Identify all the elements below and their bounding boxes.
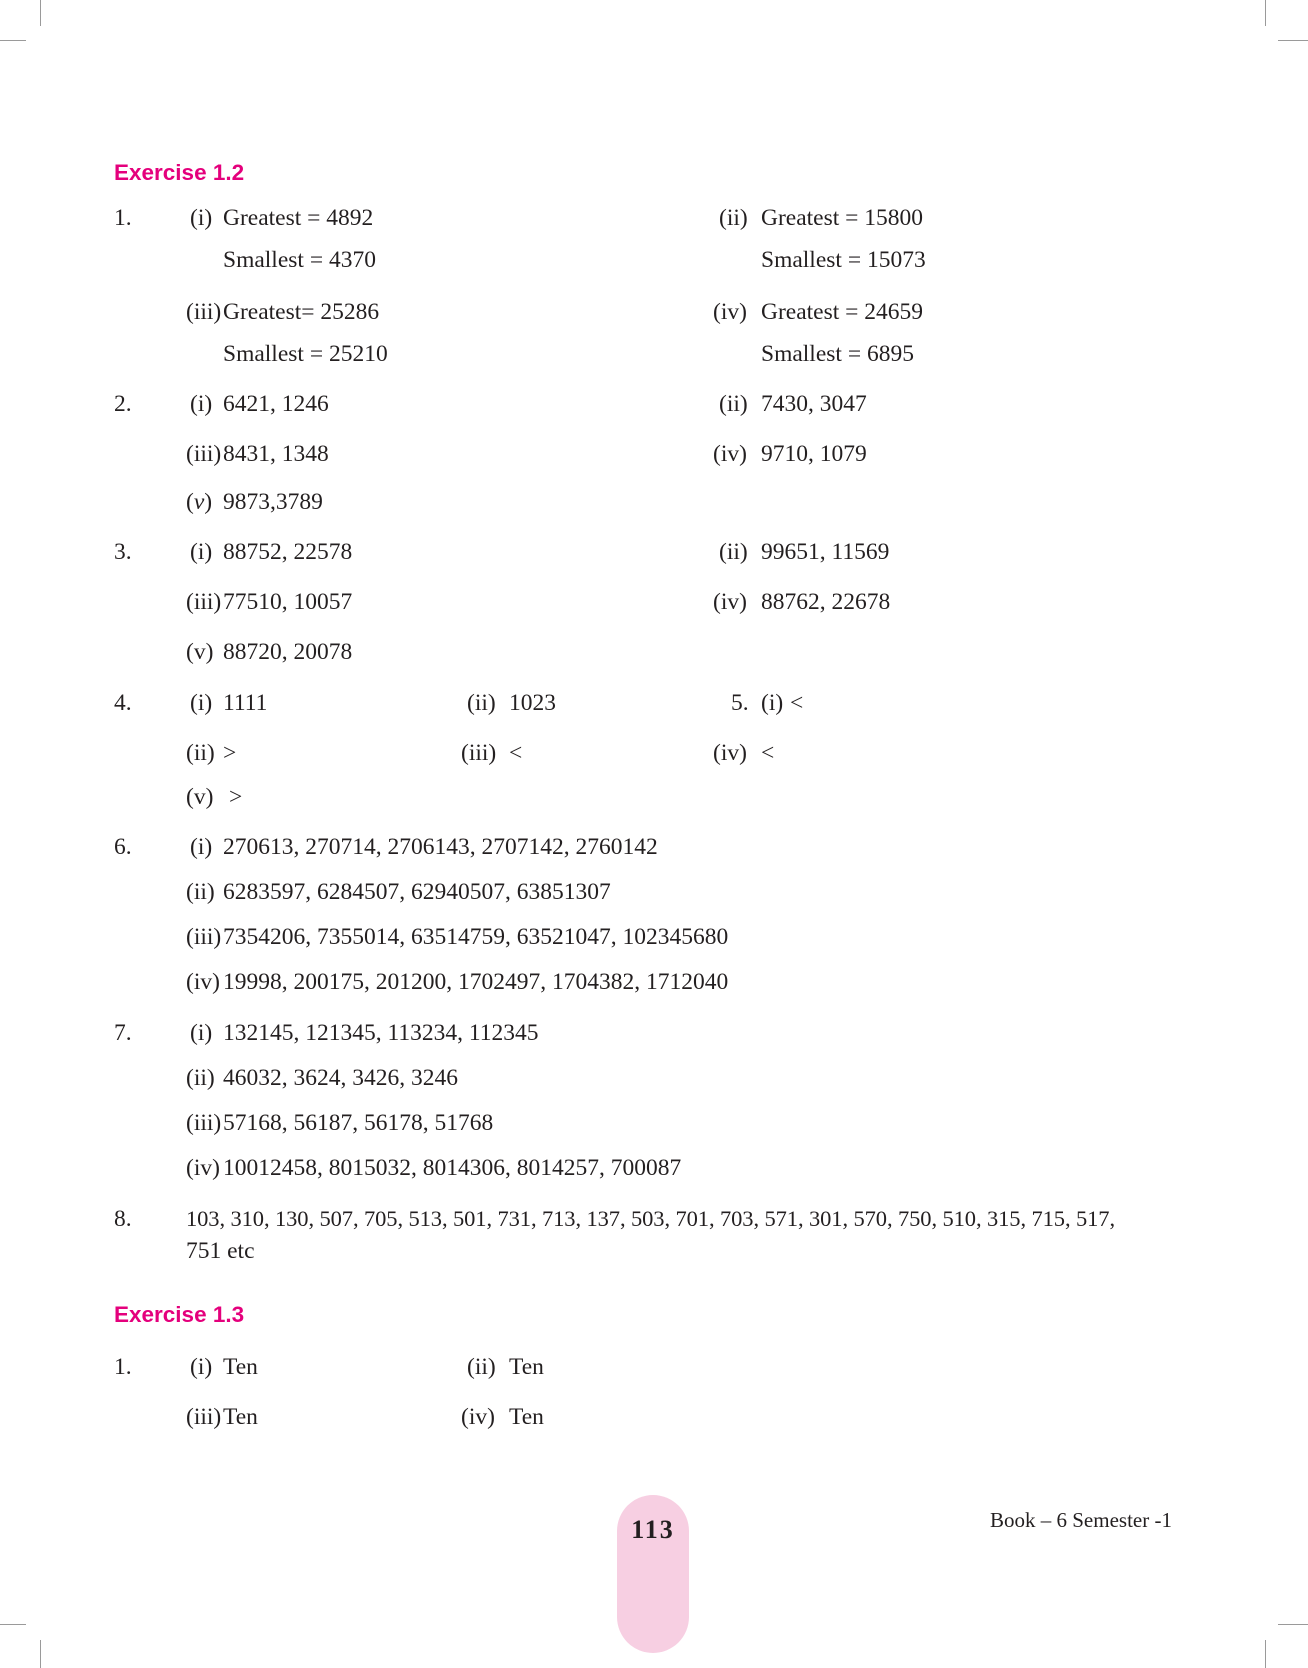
answer-text: Ten xyxy=(223,1404,258,1430)
item-label: (iv) xyxy=(461,1404,495,1430)
answer-text: 46032, 3624, 3426, 3246 xyxy=(223,1065,458,1091)
item-label: (iii) xyxy=(186,924,222,950)
crop-mark xyxy=(1265,1640,1266,1668)
crop-mark xyxy=(1278,40,1308,41)
question-number: 3. xyxy=(114,539,132,565)
answer-text: 19998, 200175, 201200, 1702497, 1704382, 1712040 xyxy=(223,969,729,995)
crop-mark xyxy=(1278,1624,1308,1625)
answer-text: 1023 xyxy=(509,690,556,716)
answer-text: > xyxy=(229,784,243,810)
item-label: (ii) xyxy=(186,879,215,905)
answer-text: 99651, 11569 xyxy=(761,539,890,565)
answer-text: Smallest = 15073 xyxy=(761,247,926,273)
answer-text: < xyxy=(509,740,523,766)
page-number: 113 xyxy=(631,1515,675,1544)
answer-text: 132145, 121345, 113234, 112345 xyxy=(223,1020,539,1046)
question-number: 8. xyxy=(114,1206,132,1232)
item-label: (i) xyxy=(190,1020,213,1046)
answer-text: 77510, 10057 xyxy=(223,589,353,615)
answer-text: 270613, 270714, 2706143, 2707142, 2760142 xyxy=(223,834,658,860)
answer-text: 88752, 22578 xyxy=(223,539,353,565)
item-label: (iii) xyxy=(461,740,497,766)
crop-mark xyxy=(1265,0,1266,26)
answer-text: Greatest = 15800 xyxy=(761,205,924,231)
item-label: (iv) xyxy=(186,1155,220,1181)
question-number: 7. xyxy=(114,1020,132,1046)
answer-text: 751 etc xyxy=(186,1238,255,1264)
item-label: (ii) xyxy=(186,1065,215,1091)
crop-mark xyxy=(40,0,41,26)
item-label: (i) xyxy=(190,539,213,565)
answer-text: < xyxy=(790,690,804,716)
answer-text: < xyxy=(761,740,775,766)
answer-text: Greatest= 25286 xyxy=(223,299,380,325)
item-label: (iii) xyxy=(186,1110,222,1136)
answer-text: 7430, 3047 xyxy=(761,391,867,417)
answer-text: Greatest = 4892 xyxy=(223,205,374,231)
answer-text: 57168, 56187, 56178, 51768 xyxy=(223,1110,494,1136)
item-label: (iv) xyxy=(713,740,747,766)
question-number: 6. xyxy=(114,834,132,860)
book-info: Book – 6 Semester -1 xyxy=(990,1508,1172,1532)
answer-text: 9710, 1079 xyxy=(761,441,867,467)
item-label: (i) xyxy=(190,205,213,231)
item-label: (i) xyxy=(190,391,213,417)
item-label: (iii) xyxy=(186,441,222,467)
item-label: (iii) xyxy=(186,589,222,615)
answer-text: Greatest = 24659 xyxy=(761,299,924,325)
answer-text: Ten xyxy=(509,1354,544,1380)
item-label: (iii) xyxy=(186,1404,222,1430)
item-label: (iv) xyxy=(713,299,747,325)
item-label: (ii) xyxy=(719,205,748,231)
item-label: (iv) xyxy=(186,969,220,995)
answer-text: Ten xyxy=(223,1354,258,1380)
answer-text: 9873,3789 xyxy=(223,489,323,515)
question-number: 1. xyxy=(114,1354,132,1380)
question-number: 5. xyxy=(731,690,749,716)
item-label: (ii) xyxy=(719,391,748,417)
answer-text: 10012458, 8015032, 8014306, 8014257, 700087 xyxy=(223,1155,682,1181)
question-number: 2. xyxy=(114,391,132,417)
item-label: (i) xyxy=(190,1354,213,1380)
crop-mark xyxy=(0,40,26,41)
item-label: (v) xyxy=(186,489,213,515)
item-label: (ii) xyxy=(467,1354,496,1380)
exercise-heading: Exercise 1.2 xyxy=(114,160,245,185)
answer-text: 103, 310, 130, 507, 705, 513, 501, 731, 713, 137, 503, 701, 703, 571, 301, 570, 750, 510, 315, 715, 517, xyxy=(186,1206,1115,1231)
item-label: (iii) xyxy=(186,299,222,325)
item-label-italic: v xyxy=(193,489,205,515)
answer-text: Smallest = 6895 xyxy=(761,341,914,367)
answer-text: 8431, 1348 xyxy=(223,441,329,467)
item-label: (ii) xyxy=(467,690,496,716)
crop-mark xyxy=(0,1624,26,1625)
item-label: (i) xyxy=(190,834,213,860)
item-label: (ii) xyxy=(719,539,748,565)
answer-text: > xyxy=(223,740,237,766)
answer-text: 88720, 20078 xyxy=(223,639,353,665)
crop-mark xyxy=(40,1640,41,1668)
item-label: (iv) xyxy=(713,589,747,615)
answer-text: 88762, 22678 xyxy=(761,589,891,615)
item-label: (i) xyxy=(761,690,784,716)
item-label: (ii) xyxy=(186,740,215,766)
item-label: (i) xyxy=(190,690,213,716)
answer-text: 1111 xyxy=(223,690,268,716)
item-label: (v) xyxy=(186,639,214,665)
answer-text: Smallest = 25210 xyxy=(223,341,388,367)
exercise-heading: Exercise 1.3 xyxy=(114,1302,245,1327)
answer-text: Smallest = 4370 xyxy=(223,247,376,273)
answer-text: 6283597, 6284507, 62940507, 63851307 xyxy=(223,879,611,905)
item-label: (iv) xyxy=(713,441,747,467)
answer-text: 6421, 1246 xyxy=(223,391,329,417)
item-label: (v) xyxy=(186,784,214,810)
question-number: 4. xyxy=(114,690,132,716)
answer-text: Ten xyxy=(509,1404,544,1430)
answer-text: 7354206, 7355014, 63514759, 63521047, 102345680 xyxy=(223,924,729,950)
question-number: 1. xyxy=(114,205,132,231)
